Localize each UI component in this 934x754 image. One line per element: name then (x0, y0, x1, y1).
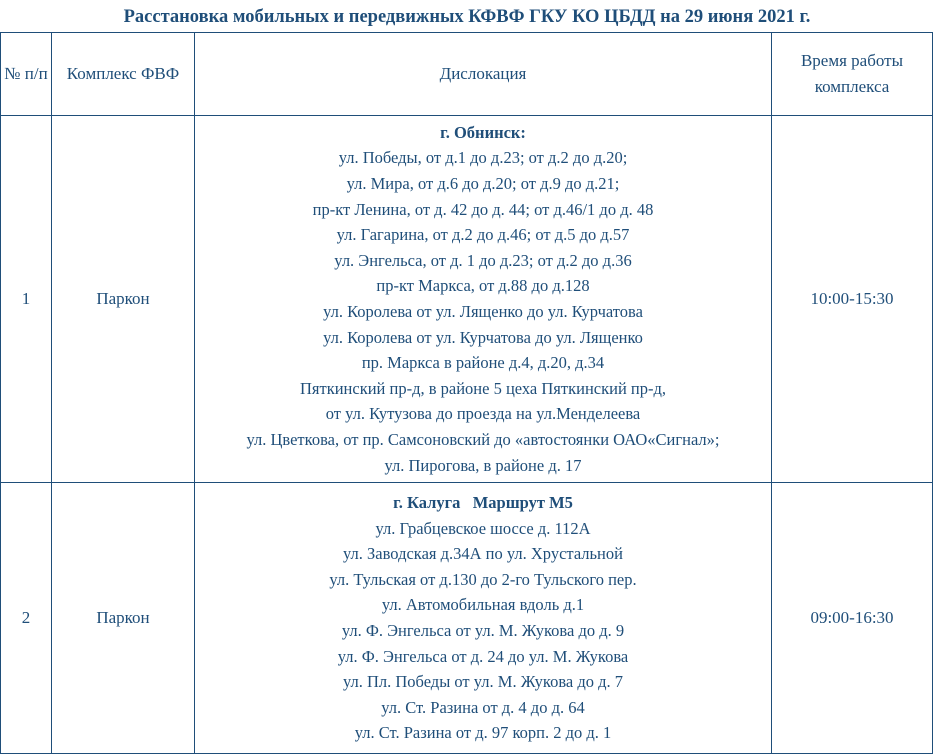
location-line: ул. Заводская д.34А по ул. Хрустальной (343, 544, 623, 564)
location-line: ул. Пирогова, в районе д. 17 (384, 455, 582, 475)
table-row (1, 116, 933, 483)
location-line: ул. Пл. Победы от ул. М. Жукова до д. 7 (342, 672, 624, 692)
location-line: ул. Цветкова, от пр. Самсоновский до «автостоянки ОАО«Сигнал»; (246, 429, 720, 449)
location-city-heading: г. Калуга Маршрут М5 (393, 493, 573, 513)
location-line: ул. Мира, от д.6 до д.20; от д.9 до д.21; (346, 174, 620, 194)
location-line: ул. Автомобильная вдоль д.1 (381, 595, 585, 615)
schedule-table (0, 32, 933, 754)
row-number: 1 (1, 116, 52, 483)
row-complex: Паркон (52, 116, 195, 483)
location-line: пр-кт Ленина, от д. 42 до д. 44; от д.46/1 до д. 48 (312, 199, 654, 219)
location-line: пр. Маркса в районе д.4, д.20, д.34 (361, 353, 605, 373)
table-row (1, 483, 933, 754)
location-line: ул. Королева от ул. Лященко до ул. Курчатова (323, 302, 643, 321)
location-line: ул. Королева от ул. Курчатова до ул. Лященко (323, 327, 643, 347)
location-line: ул. Ст. Разина от д. 97 корп. 2 до д. 1 (354, 723, 612, 743)
location-line: ул. Тульская от д.130 до 2-го Тульского пер. (329, 569, 637, 589)
location-line: от ул. Кутузова до проезда на ул.Менделеева (325, 404, 641, 424)
location-line: пр-кт Маркса, от д.88 до д.128 (376, 276, 590, 296)
row-complex: Паркон (52, 483, 195, 754)
location-city-heading: г. Обнинск: (440, 122, 526, 142)
header-time: Время работы комплекса (772, 33, 933, 116)
location-line: ул. Ст. Разина от д. 4 до д. 64 (381, 697, 585, 717)
location-line: ул. Ф. Энгельса от д. 24 до ул. М. Жукова (337, 646, 629, 666)
location-line: ул. Энгельса, от д. 1 до д.23; от д.2 до д.36 (334, 250, 632, 270)
row-number: 2 (1, 483, 52, 754)
location-line: ул. Грабцевское шоссе д. 112А (375, 518, 591, 538)
location-line: Пяткинский пр-д, в районе 5 цеха Пяткинский пр-д, (300, 378, 666, 398)
location-line: ул. Гагарина, от д.2 до д.46; от д.5 до д.57 (336, 225, 630, 245)
page-title: Расстановка мобильных и передвижных КФВФ ГКУ КО ЦБДД на 29 июня 2021 г. (123, 7, 811, 27)
row-location (195, 116, 772, 483)
table-header-row (1, 33, 933, 116)
row-time: 10:00-15:30 (772, 116, 933, 483)
row-time: 09:00-16:30 (772, 483, 933, 754)
header-complex: Комплекс ФВФ (52, 33, 195, 116)
header-location: Дислокация (195, 33, 772, 116)
header-number: № п/п (1, 33, 52, 116)
location-line: ул. Ф. Энгельса от ул. М. Жукова до д. 9 (341, 621, 625, 640)
row-location (195, 483, 772, 754)
location-line: ул. Победы, от д.1 до д.23; от д.2 до д.20; (338, 148, 628, 168)
